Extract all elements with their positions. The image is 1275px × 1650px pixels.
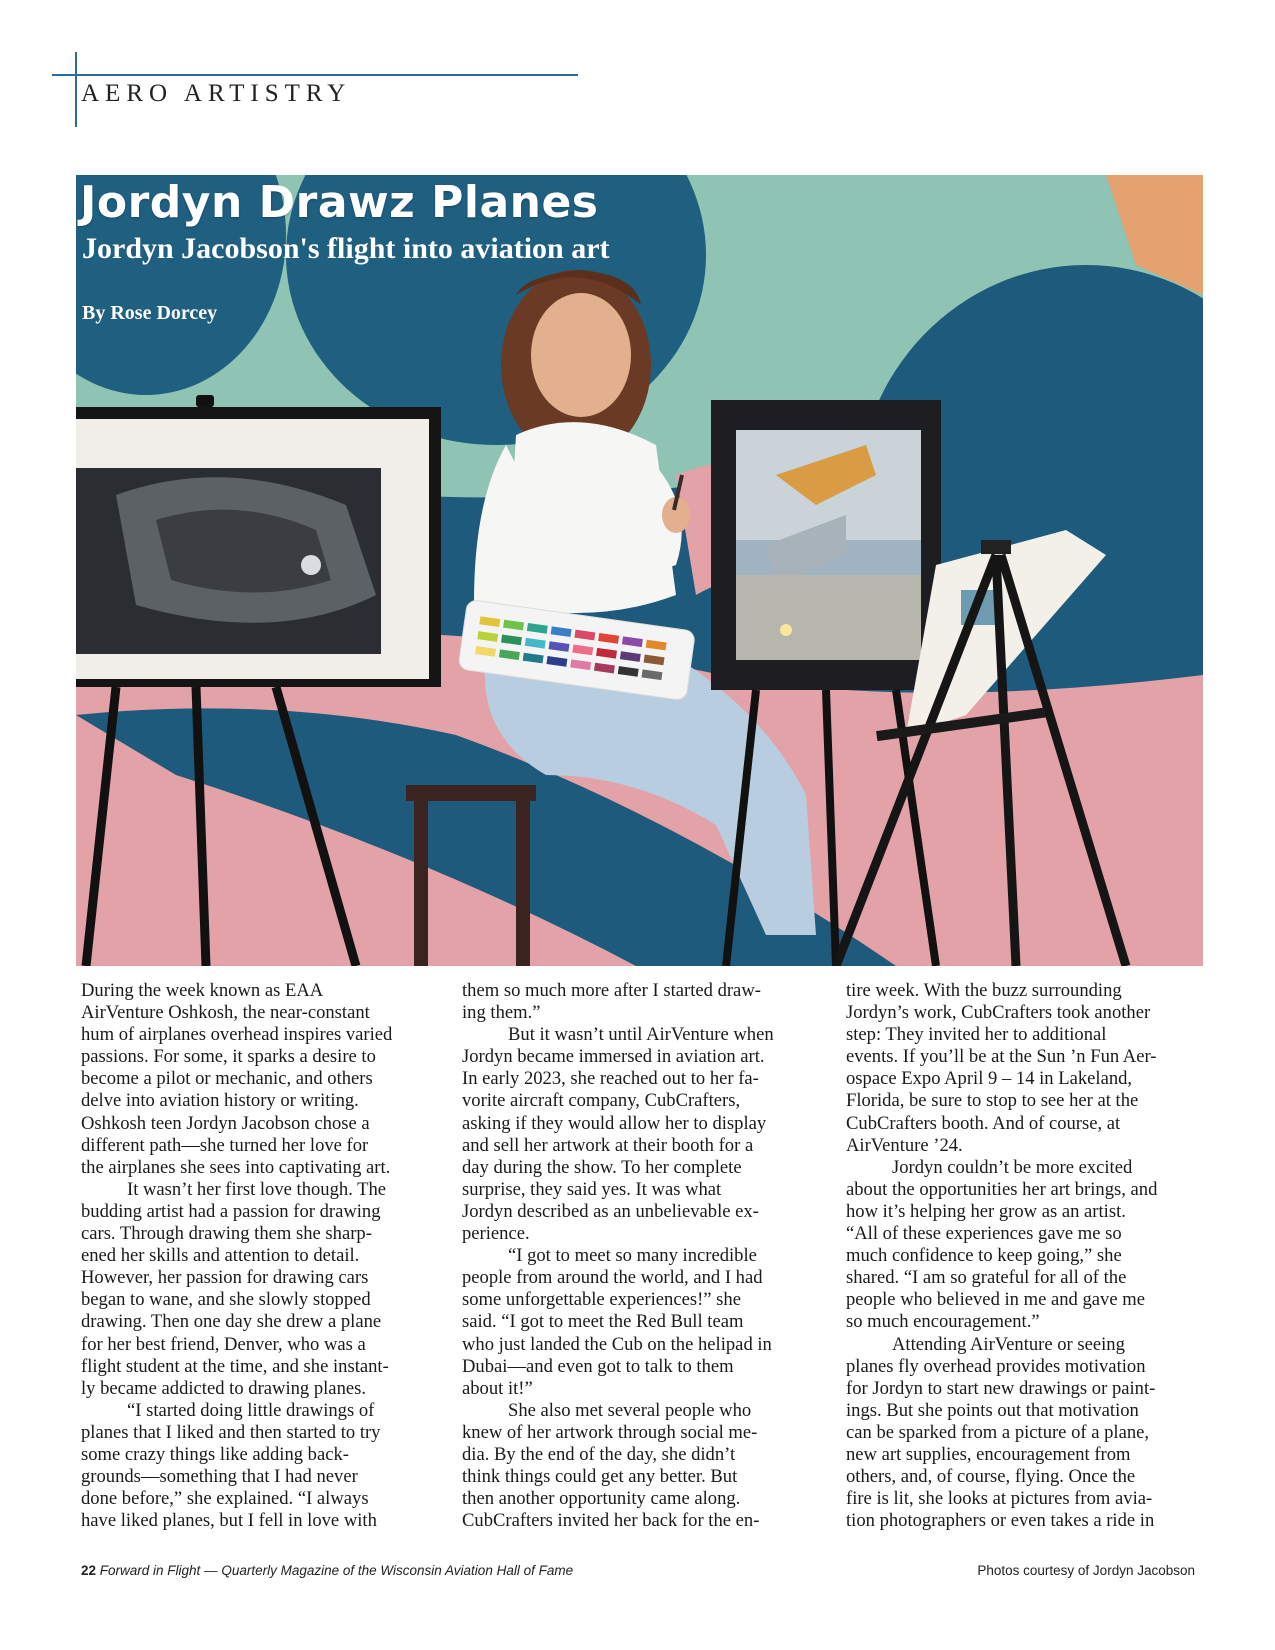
- text-line: and sell her artwork at their booth for a: [462, 1134, 754, 1156]
- text-line: about it!”: [462, 1377, 533, 1399]
- text-line: vorite aircraft company, CubCrafters,: [462, 1090, 741, 1112]
- text-line: ospace Expo April 9 – 14 in Lakeland,: [846, 1068, 1133, 1090]
- hero-photo: [76, 175, 1203, 966]
- text-line: different path—she turned her love for: [81, 1134, 369, 1156]
- text-line: delve into aviation history or writing.: [81, 1090, 359, 1112]
- text-line: said. “I got to meet the Red Bull team: [462, 1311, 744, 1333]
- text-line: drawing. Then one day she drew a plane: [81, 1311, 382, 1333]
- section-label: AERO ARTISTRY: [81, 80, 352, 107]
- magazine-name: Forward in Flight — Quarterly Magazine of the Wisconsin Aviation Hall of Fame: [99, 1563, 574, 1578]
- text-line: planes that I liked and then started to try: [81, 1421, 381, 1443]
- text-line: During the week known as EAA: [81, 980, 324, 1001]
- text-line: cars. Through drawing them she sharp-: [81, 1223, 372, 1245]
- text-line: others, and, of course, flying. Once the: [846, 1466, 1136, 1488]
- text-line: AirVenture ’24.: [846, 1134, 963, 1156]
- text-line: asking if they would allow her to display: [462, 1112, 767, 1134]
- article-column-2: [462, 980, 817, 1532]
- text-line: can be sparked from a picture of a plane,: [846, 1421, 1150, 1443]
- article-column-3: [846, 980, 1201, 1532]
- text-line: CubCrafters booth. And of course, at: [846, 1112, 1121, 1134]
- text-line: become a pilot or mechanic, and others: [81, 1068, 373, 1090]
- section-rule-horizontal: [52, 74, 578, 76]
- text-line: new art supplies, encouragement from: [846, 1443, 1131, 1465]
- text-line: for Jordyn to start new drawings or paint-: [846, 1377, 1156, 1399]
- text-line: some crazy things like adding back-: [81, 1443, 349, 1465]
- text-line: She also met several people who: [508, 1399, 752, 1421]
- text-line: Jordyn’s work, CubCrafters took another: [846, 1002, 1151, 1024]
- text-line: Dubai—and even got to talk to them: [462, 1355, 734, 1377]
- text-line: AirVenture Oshkosh, the near-constant: [81, 1002, 370, 1024]
- text-line: them so much more after I started draw-: [462, 980, 761, 1001]
- text-line: people who believed in me and gave me: [846, 1289, 1145, 1311]
- text-line: “I started doing little drawings of: [127, 1399, 375, 1421]
- page-number: 22: [81, 1563, 100, 1578]
- text-line: planes fly overhead provides motivation: [846, 1355, 1146, 1377]
- text-line: done before,” she explained. “I always: [81, 1488, 369, 1510]
- text-line: passions. For some, it sparks a desire to: [81, 1046, 376, 1068]
- photo-credit: Photos courtesy of Jordyn Jacobson: [977, 1563, 1195, 1578]
- text-line: surprise, they said yes. It was what: [462, 1178, 722, 1200]
- text-line: However, her passion for drawing cars: [81, 1267, 369, 1289]
- text-line: ings. But she points out that motivation: [846, 1399, 1139, 1421]
- text-line: have liked planes, but I fell in love with: [81, 1510, 377, 1532]
- text-line: Florida, be sure to stop to see her at the: [846, 1090, 1139, 1112]
- text-line: Jordyn described as an unbelievable ex-: [462, 1200, 759, 1222]
- text-line: the airplanes she sees into captivating art.: [81, 1156, 391, 1178]
- article-byline: By Rose Dorcey: [82, 302, 218, 324]
- text-line: Attending AirVenture or seeing: [892, 1333, 1125, 1355]
- section-rule-vertical: [75, 52, 77, 127]
- text-line: much confidence to keep going,” she: [846, 1245, 1122, 1267]
- text-line: began to wane, and she slowly stopped: [81, 1289, 371, 1311]
- text-line: grounds—something that I had never: [81, 1466, 358, 1488]
- article-column-1: [81, 980, 431, 1532]
- text-line: about the opportunities her art brings, and: [846, 1178, 1158, 1200]
- text-line: ened her skills and attention to detail.: [81, 1245, 360, 1267]
- text-line: knew of her artwork through social me-: [462, 1421, 758, 1443]
- text-line: for her best friend, Denver, who was a: [81, 1333, 366, 1355]
- text-line: tion photographers or even takes a ride in: [846, 1510, 1155, 1532]
- text-line: then another opportunity came along.: [462, 1488, 741, 1510]
- text-line: hum of airplanes overhead inspires varied: [81, 1024, 393, 1046]
- text-line: how it’s helping her grow as an artist.: [846, 1200, 1126, 1222]
- text-line: events. If you’ll be at the Sun ’n Fun Aer-: [846, 1046, 1157, 1068]
- text-line: flight student at the time, and she instant-: [81, 1355, 389, 1377]
- text-line: day during the show. To her complete: [462, 1156, 742, 1178]
- text-line: fire is lit, she looks at pictures from avia-: [846, 1488, 1153, 1510]
- text-line: “I got to meet so many incredible: [508, 1245, 757, 1267]
- text-line: shared. “I am so grateful for all of the: [846, 1267, 1127, 1289]
- text-line: “All of these experiences gave me so: [846, 1223, 1122, 1245]
- page-footer: [81, 1563, 573, 1578]
- article-subtitle: Jordyn Jacobson's flight into aviation art: [82, 232, 610, 265]
- text-line: so much encouragement.”: [846, 1311, 1040, 1333]
- text-line: people from around the world, and I had: [462, 1267, 763, 1289]
- text-line: ing them.”: [462, 1002, 541, 1024]
- text-line: But it wasn’t until AirVenture when: [508, 1024, 774, 1046]
- article-title: Jordyn Drawz Planes: [80, 177, 599, 228]
- text-line: Oshkosh teen Jordyn Jacobson chose a: [81, 1112, 370, 1134]
- text-line: In early 2023, she reached out to her fa-: [462, 1068, 759, 1090]
- text-line: budding artist had a passion for drawing: [81, 1200, 381, 1222]
- text-line: perience.: [462, 1223, 530, 1245]
- text-line: CubCrafters invited her back for the en-: [462, 1510, 760, 1532]
- text-line: It wasn’t her first love though. The: [127, 1178, 387, 1200]
- text-line: tire week. With the buzz surrounding: [846, 980, 1122, 1001]
- photo-illustration: [76, 175, 1203, 966]
- text-line: Jordyn couldn’t be more excited: [892, 1156, 1133, 1178]
- text-line: ly became addicted to drawing planes.: [81, 1377, 366, 1399]
- text-line: think things could get any better. But: [462, 1466, 738, 1488]
- text-line: dia. By the end of the day, she didn’t: [462, 1443, 736, 1465]
- text-line: step: They invited her to additional: [846, 1024, 1107, 1046]
- text-line: who just landed the Cub on the helipad in: [462, 1333, 772, 1355]
- text-line: some unforgettable experiences!” she: [462, 1289, 741, 1311]
- text-line: Jordyn became immersed in aviation art.: [462, 1046, 765, 1068]
